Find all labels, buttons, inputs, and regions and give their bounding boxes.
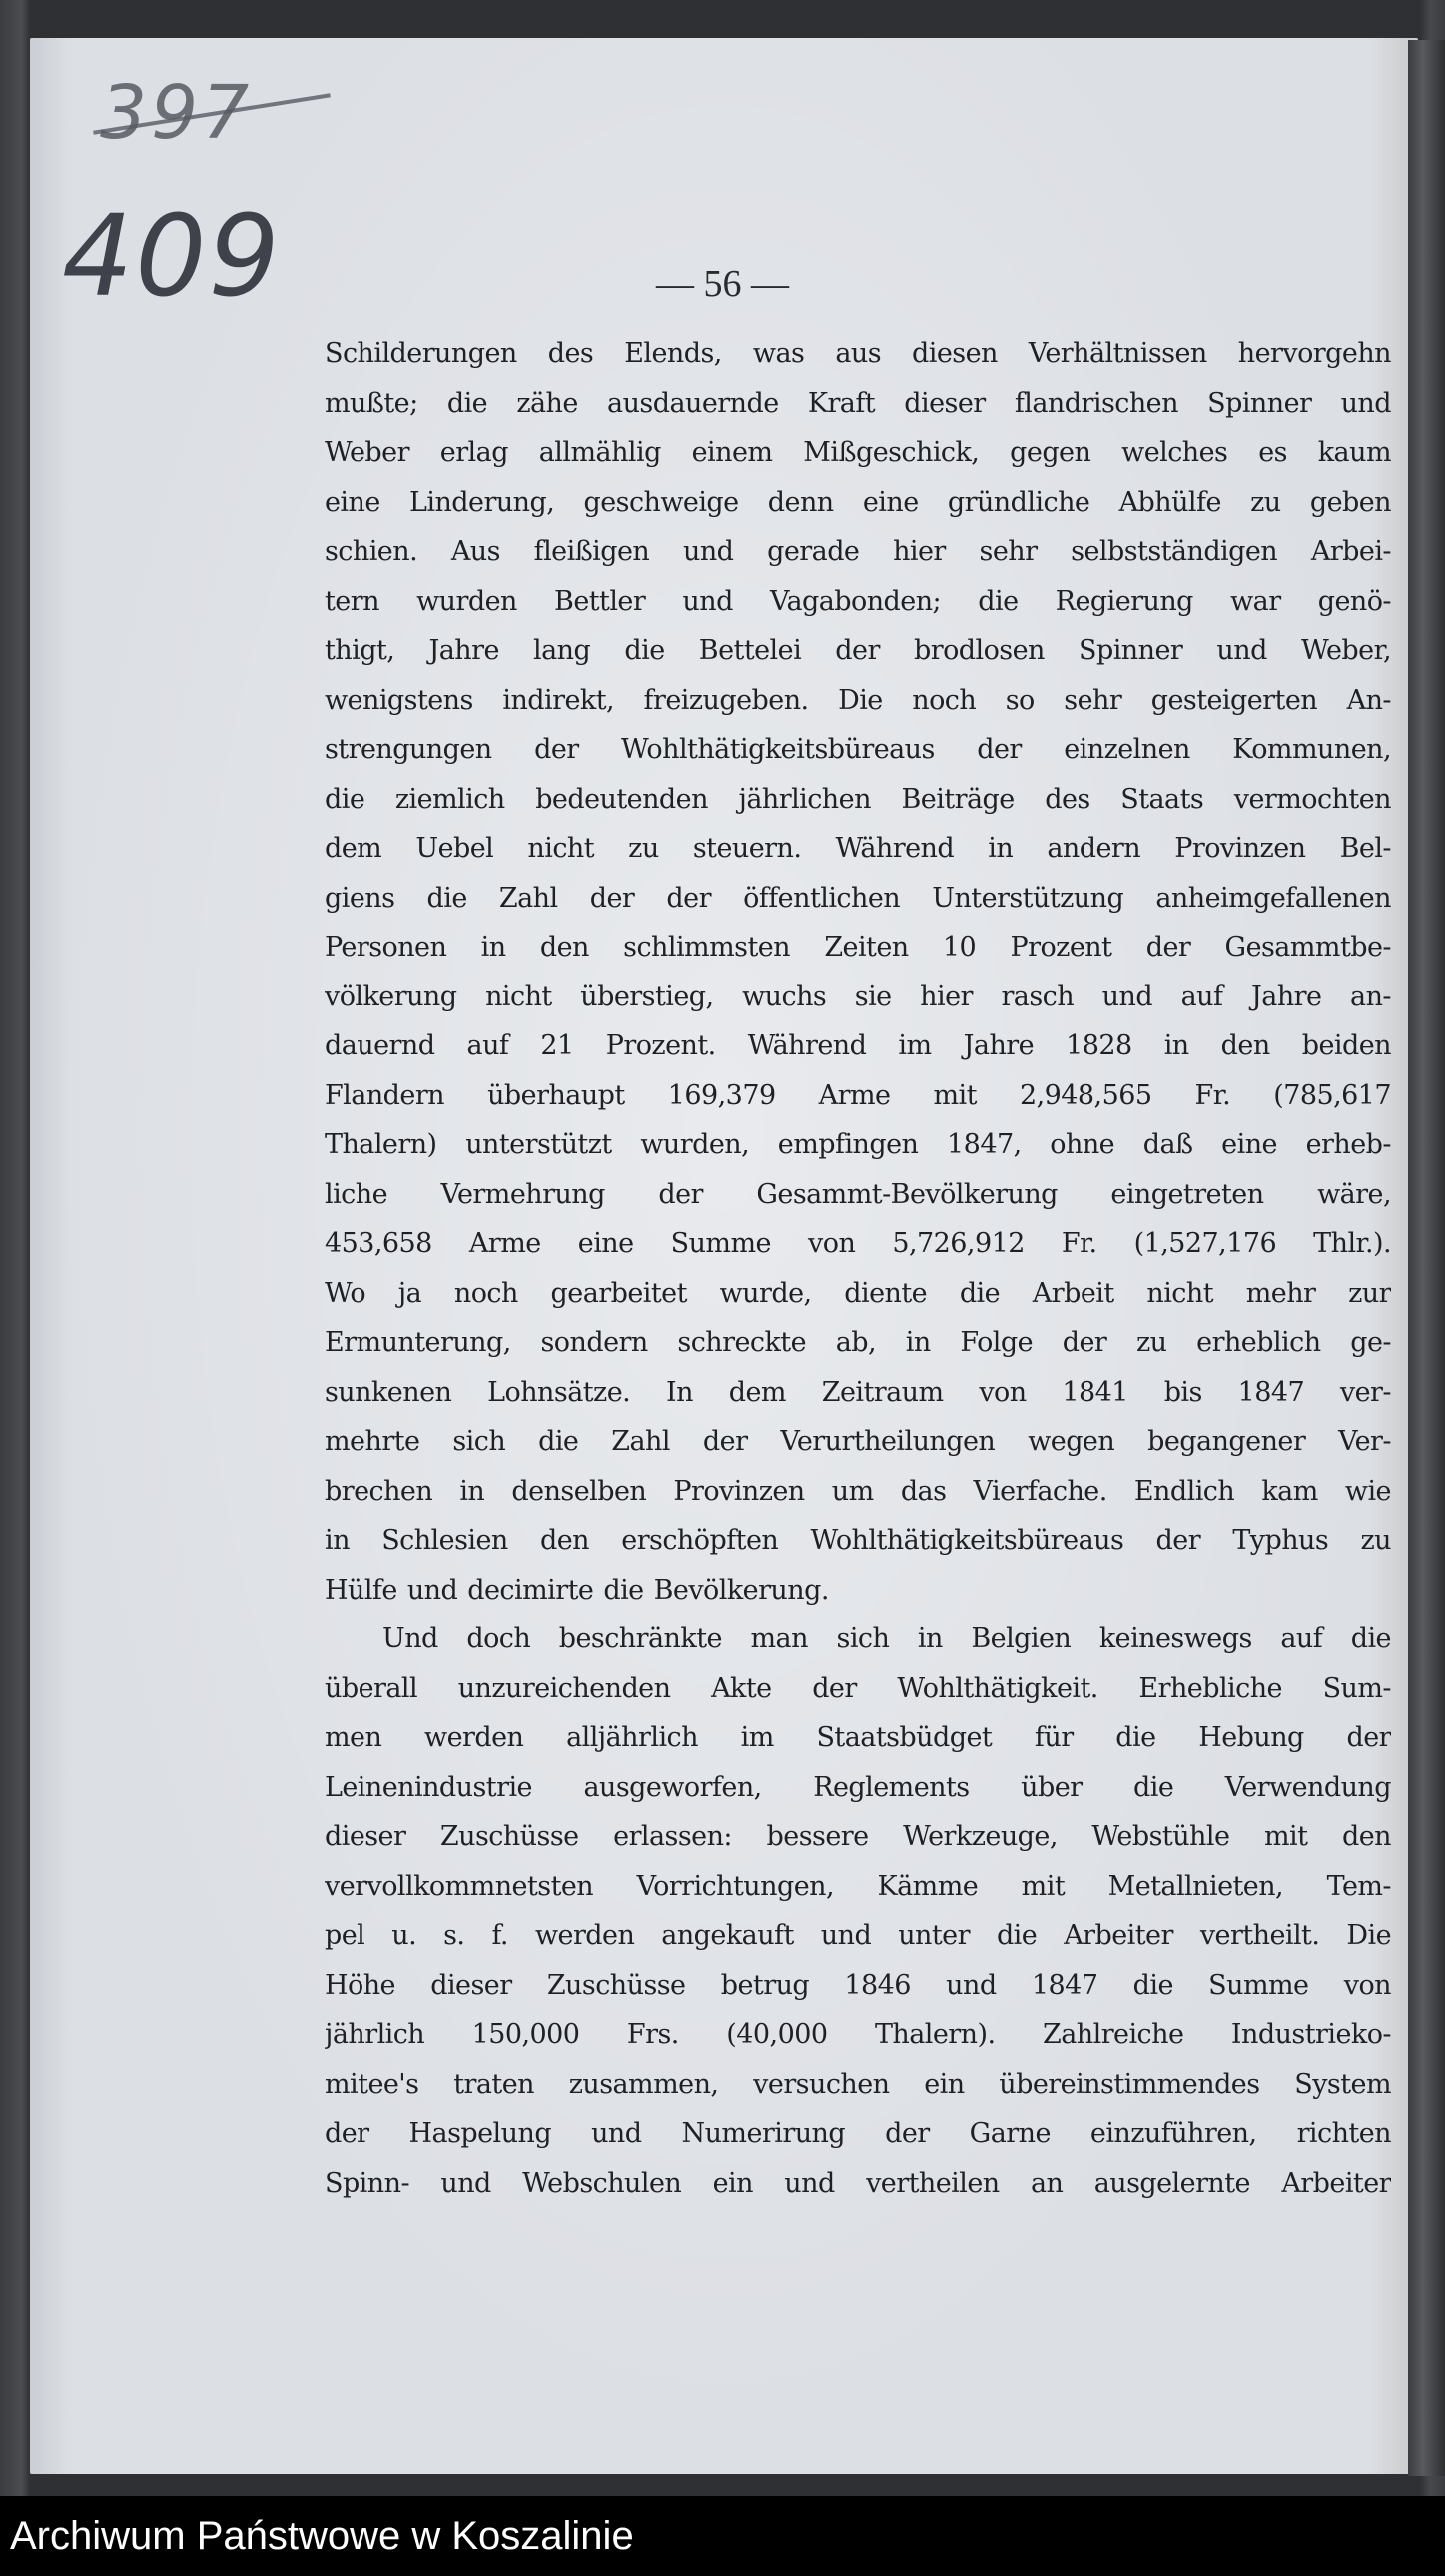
text-line: men werden alljährlich im Staatsbüdget für die Hebung der: [325, 1722, 1391, 1753]
text-line: Weber erlag allmählig einem Mißgeschick, gegen welches es kaum: [325, 437, 1391, 468]
text-line: strengungen der Wohlthätigkeitsbüreaus der einzelnen Kommunen,: [325, 734, 1391, 765]
text-line: brechen in denselben Provinzen um das Vierfache. Endlich kam wie: [325, 1475, 1391, 1507]
text-line: Höhe dieser Zuschüsse betrug 1846 und 1847 die Summe von: [325, 1969, 1391, 2001]
text-line: liche Vermehrung der Gesammt-Bevölkerung eingetreten wäre,: [325, 1178, 1391, 1210]
text-line: überall unzureichenden Akte der Wohlthätigkeit. Erhebliche Sum-: [325, 1672, 1391, 1704]
text-line: Wo ja noch gearbeitet wurde, diente die Arbeit nicht mehr zur: [325, 1277, 1391, 1309]
text-line: vervollkommnetsten Vorrichtungen, Kämme mit Metallnieten, Tem-: [325, 1870, 1391, 1902]
text-line: mußte; die zähe ausdauernde Kraft dieser flandrischen Spinner und: [325, 387, 1391, 419]
text-line: tern wurden Bettler und Vagabonden; die Regierung war genö-: [325, 585, 1391, 617]
text-line: giens die Zahl der der öffentlichen Unterstützung anheimgefallenen: [325, 882, 1391, 914]
text-line: die ziemlich bedeutenden jährlichen Beiträge des Staats vermochten: [325, 783, 1391, 815]
text-line: Ermunterung, sondern schreckte ab, in Folge der zu erheblich ge-: [325, 1327, 1391, 1358]
text-line: dauernd auf 21 Prozent. Während im Jahre 1828 in den beiden: [325, 1030, 1391, 1061]
text-line: Flandern überhaupt 169,379 Arme mit 2,948,565 Fr. (785,617: [325, 1079, 1391, 1111]
paragraph-start-line: Und doch beschränkte man sich in Belgien keineswegs auf die: [382, 1623, 1391, 1654]
text-line: dem Uebel nicht zu steuern. Während in andern Provinzen Bel-: [325, 833, 1391, 864]
text-line: Personen in den schlimmsten Zeiten 10 Prozent der Gesammtbe-: [325, 932, 1391, 963]
text-line: pel u. s. f. werden angekauft und unter die Arbeiter vertheilt. Die: [325, 1920, 1391, 1951]
text-line: der Haspelung und Numerirung der Garne einzuführen, richten: [325, 2118, 1391, 2149]
text-line: wenigstens indirekt, freizugeben. Die noch so sehr gesteigerten An-: [325, 684, 1391, 716]
handwritten-old-number: 397: [100, 70, 254, 156]
page-number: — 56 —: [656, 263, 789, 305]
archive-footer-bar: [0, 2496, 1445, 2576]
handwritten-new-number: 409: [62, 192, 282, 322]
text-line: thigt, Jahre lang die Bettelei der brodlosen Spinner und Weber,: [325, 635, 1391, 666]
text-line: Thalern) unterstützt wurden, empfingen 1847, ohne daß eine erheb-: [325, 1129, 1391, 1160]
text-line: mitee's traten zusammen, versuchen ein übereinstimmendes System: [325, 2068, 1391, 2100]
text-line: eine Linderung, geschweige denn eine gründliche Abhülfe zu geben: [325, 486, 1391, 518]
paragraph-end-line: Hülfe und decimirte die Bevölkerung.: [325, 1574, 829, 1606]
text-line: jährlich 150,000 Frs. (40,000 Thalern). Zahlreiche Industrieko-: [325, 2019, 1391, 2050]
archive-name: Archiwum Państwowe w Koszalinie: [10, 2514, 634, 2558]
book-binding-edge: [1408, 40, 1445, 2476]
text-line: Spinn- und Webschulen ein und vertheilen an ausgelernte Arbeiter: [325, 2167, 1391, 2199]
text-line: völkerung nicht überstieg, wuchs sie hier rasch und auf Jahre an-: [325, 980, 1391, 1012]
text-line: 453,658 Arme eine Summe von 5,726,912 Fr. (1,527,176 Thlr.).: [325, 1228, 1391, 1259]
text-line: dieser Zuschüsse erlassen: bessere Werkzeuge, Webstühle mit den: [325, 1821, 1391, 1852]
text-line: Schilderungen des Elends, was aus diesen Verhältnissen hervorgehn: [325, 338, 1391, 369]
text-line: Leinenindustrie ausgeworfen, Reglements über die Verwendung: [325, 1771, 1391, 1803]
body-text: [325, 329, 1391, 2208]
text-line: schien. Aus fleißigen und gerade hier sehr selbstständigen Arbei-: [325, 536, 1391, 567]
text-line: sunkenen Lohnsätze. In dem Zeitraum von 1841 bis 1847 ver-: [325, 1376, 1391, 1408]
text-line: mehrte sich die Zahl der Verurtheilungen wegen begangener Ver-: [325, 1426, 1391, 1457]
text-line: in Schlesien den erschöpften Wohlthätigkeitsbüreaus der Typhus zu: [325, 1525, 1391, 1556]
